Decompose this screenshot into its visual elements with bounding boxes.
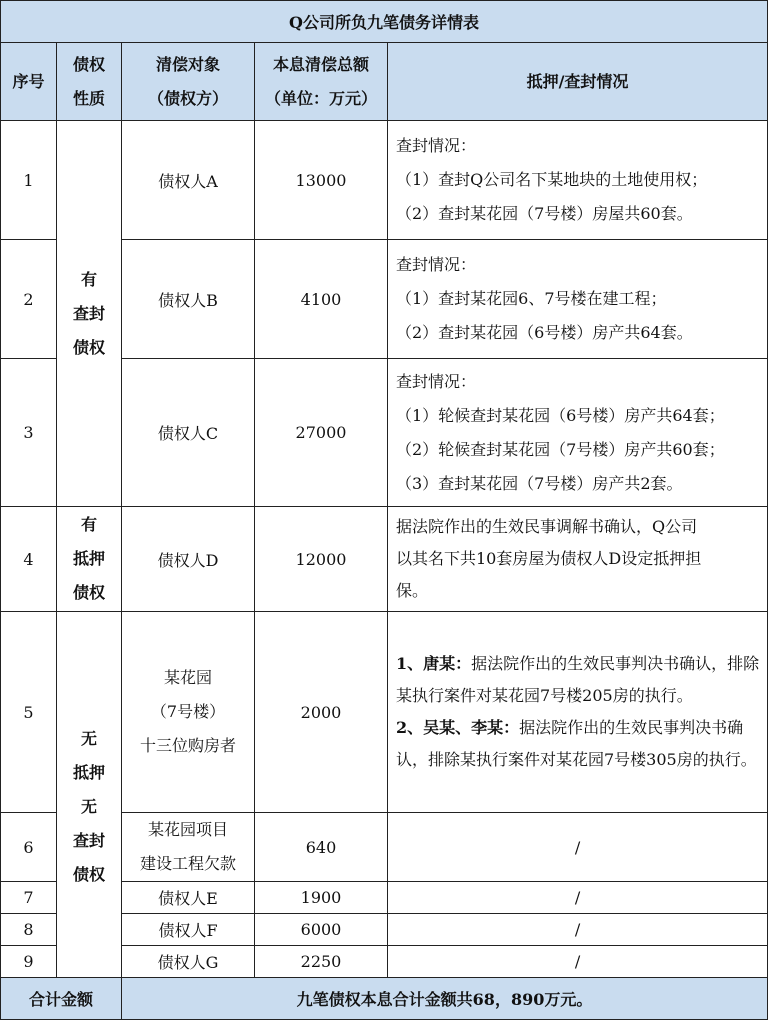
group-mortgaged: 有 抵押 债权 [57, 507, 122, 612]
header-seq: 序号 [1, 43, 57, 121]
table-row [1, 612, 768, 813]
row-seq: 7 [1, 882, 57, 914]
row-amount: 27000 [255, 359, 388, 507]
total-row [1, 978, 768, 1020]
row-detail: 查封情况： （1）轮候查封某花园（6号楼）房产共64套； （2）轮候查封某花园（7号楼）房产共60套； （3）查封某花园（7号楼）房产共2套。 [388, 359, 768, 507]
total-text: 九笔债权本息合计金额共68，890万元。 [122, 978, 768, 1020]
header-amount: 本息清偿总额 （单位：万元） [255, 43, 388, 121]
row-amount: 2250 [255, 946, 388, 978]
table-row [1, 121, 768, 240]
row-amount: 6000 [255, 914, 388, 946]
row-seq: 3 [1, 359, 57, 507]
row-seq: 1 [1, 121, 57, 240]
row-detail: 1、唐某：据法院作出的生效民事判决书确认，排除某执行案件对某花园7号楼205房的执行。 2、吴某、李某：据法院作出的生效民事判决书确认，排除某执行案件对某花园7号楼305房的执行。 [388, 612, 768, 813]
row-seq: 5 [1, 612, 57, 813]
row-seq: 4 [1, 507, 57, 612]
row-target: 某花园项目 建设工程欠款 [122, 813, 255, 882]
row-target: 某花园 （7号楼） 十三位购房者 [122, 612, 255, 813]
row-amount: 4100 [255, 240, 388, 359]
row-detail: 查封情况： （1）查封某花园6、7号楼在建工程； （2）查封某花园（6号楼）房产共64套。 [388, 240, 768, 359]
row-detail: / [388, 882, 768, 914]
row-target: 债权人G [122, 946, 255, 978]
row-seq: 8 [1, 914, 57, 946]
row-detail: / [388, 914, 768, 946]
row-target: 债权人F [122, 914, 255, 946]
row-target: 债权人E [122, 882, 255, 914]
row-target: 债权人A [122, 121, 255, 240]
header-row [1, 43, 768, 121]
row-detail: 据法院作出的生效民事调解书确认，Q公司 以其名下共10套房屋为债权人D设定抵押担 保。 [388, 507, 768, 612]
row-detail: 查封情况： （1）查封Q公司名下某地块的土地使用权； （2）查封某花园（7号楼）房屋共60套。 [388, 121, 768, 240]
row-seq: 6 [1, 813, 57, 882]
header-target: 清偿对象 （债权方） [122, 43, 255, 121]
row-amount: 12000 [255, 507, 388, 612]
row-detail: / [388, 946, 768, 978]
row-target: 债权人B [122, 240, 255, 359]
row-detail: / [388, 813, 768, 882]
header-detail: 抵押/查封情况 [388, 43, 768, 121]
table-row [1, 507, 768, 612]
row-seq: 2 [1, 240, 57, 359]
row-target: 债权人C [122, 359, 255, 507]
row-amount: 13000 [255, 121, 388, 240]
row-target: 债权人D [122, 507, 255, 612]
row-seq: 9 [1, 946, 57, 978]
group-seized: 有 查封 债权 [57, 121, 122, 507]
table-title: Q公司所负九笔债务详情表 [1, 1, 768, 43]
total-label: 合计金额 [1, 978, 122, 1020]
group-none: 无 抵押 无 查封 债权 [57, 612, 122, 978]
row-amount: 1900 [255, 882, 388, 914]
row-amount: 640 [255, 813, 388, 882]
header-nature: 债权 性质 [57, 43, 122, 121]
row-amount: 2000 [255, 612, 388, 813]
